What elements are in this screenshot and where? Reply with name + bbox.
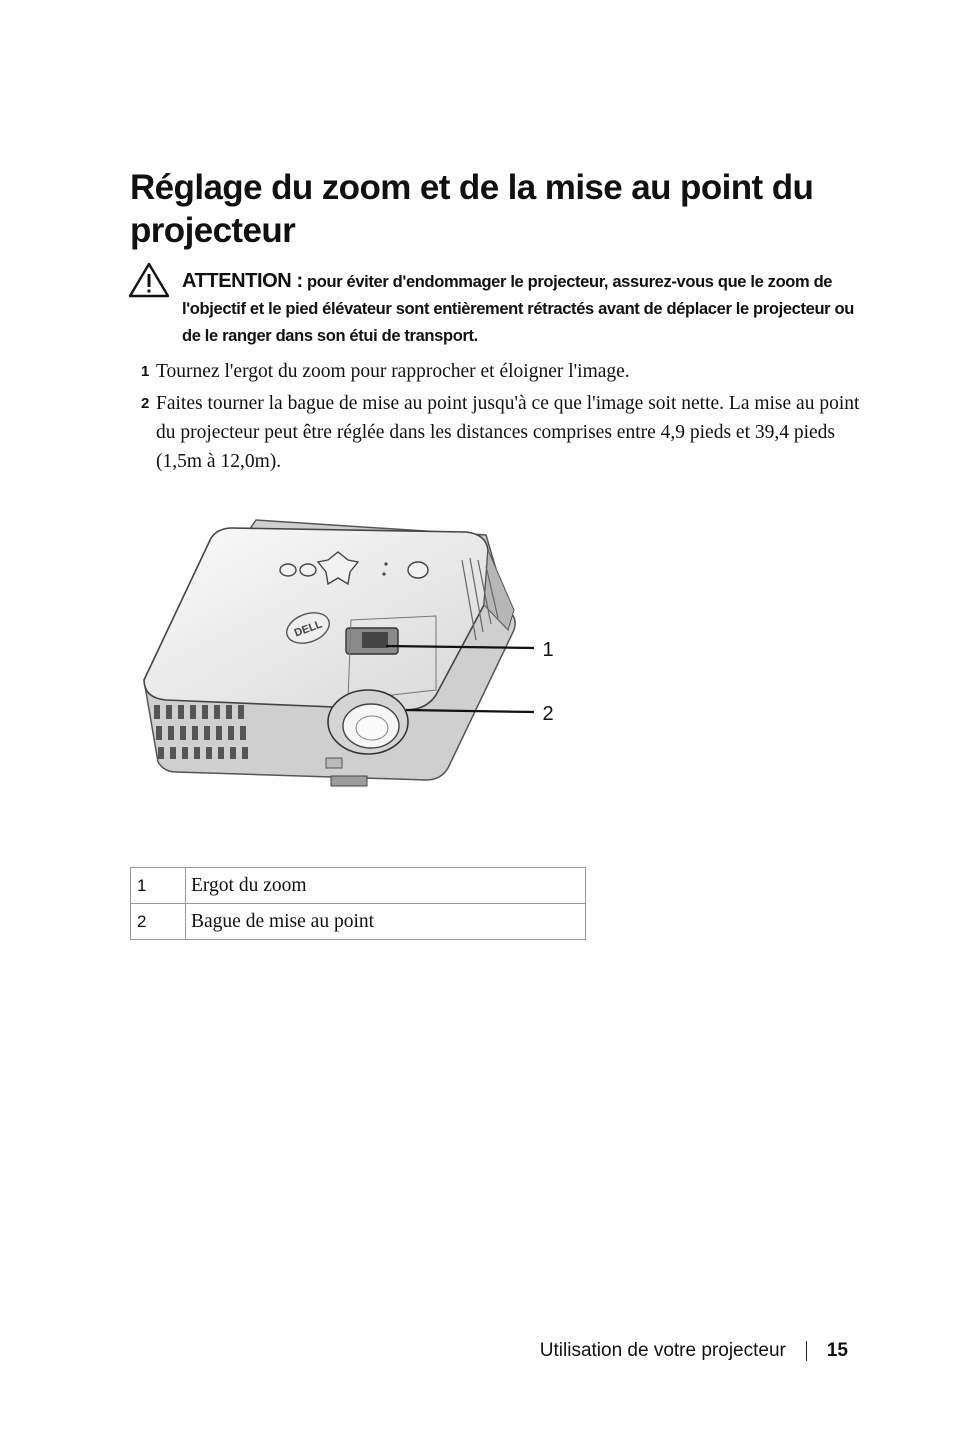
step-number: 2 [141,395,150,412]
warning-icon [128,262,170,298]
step-item [141,357,868,386]
page-footer [540,1340,848,1362]
logo-text: DELL [292,618,324,640]
table-row [131,904,586,940]
callout-2: 2 [542,703,554,725]
legend-number: 1 [131,868,186,904]
page-number: 15 [826,1340,848,1361]
legend-label: Bague de mise au point [186,904,586,940]
step-text: Faites tourner la bague de mise au point jusqu'à ce que l'image soit nette. La mise au point du projecteur peut être réglée dans les distances comprises entre 4,9 pieds et 39,4 pieds (1,5m à 12,0m). [156,393,860,472]
projector-illustration [136,500,566,812]
step-number: 1 [141,363,150,380]
table-row [131,868,586,904]
caution-text: pour éviter d'endommager le projecteur, assurez-vous que le zoom de l'objectif et le pied élévateur sont entièrement rétractés avant de déplacer le projecteur ou de le ranger dans son étui de transport. [182,273,854,345]
legend-label: Ergot du zoom [186,868,586,904]
step-text: Tournez l'ergot du zoom pour rapprocher et éloigner l'image. [156,361,630,382]
legend-number: 2 [131,904,186,940]
page-title: Réglage du zoom et de la mise au point du projecteur [130,168,814,250]
callout-1: 1 [542,639,554,661]
legend-table [130,867,586,940]
footer-section: Utilisation de votre projecteur [539,1340,786,1361]
step-item [141,389,868,476]
projector-lens [328,690,408,754]
caution-label: ATTENTION : [182,270,303,292]
footer-divider [806,1341,807,1361]
caution-notice [182,268,862,350]
